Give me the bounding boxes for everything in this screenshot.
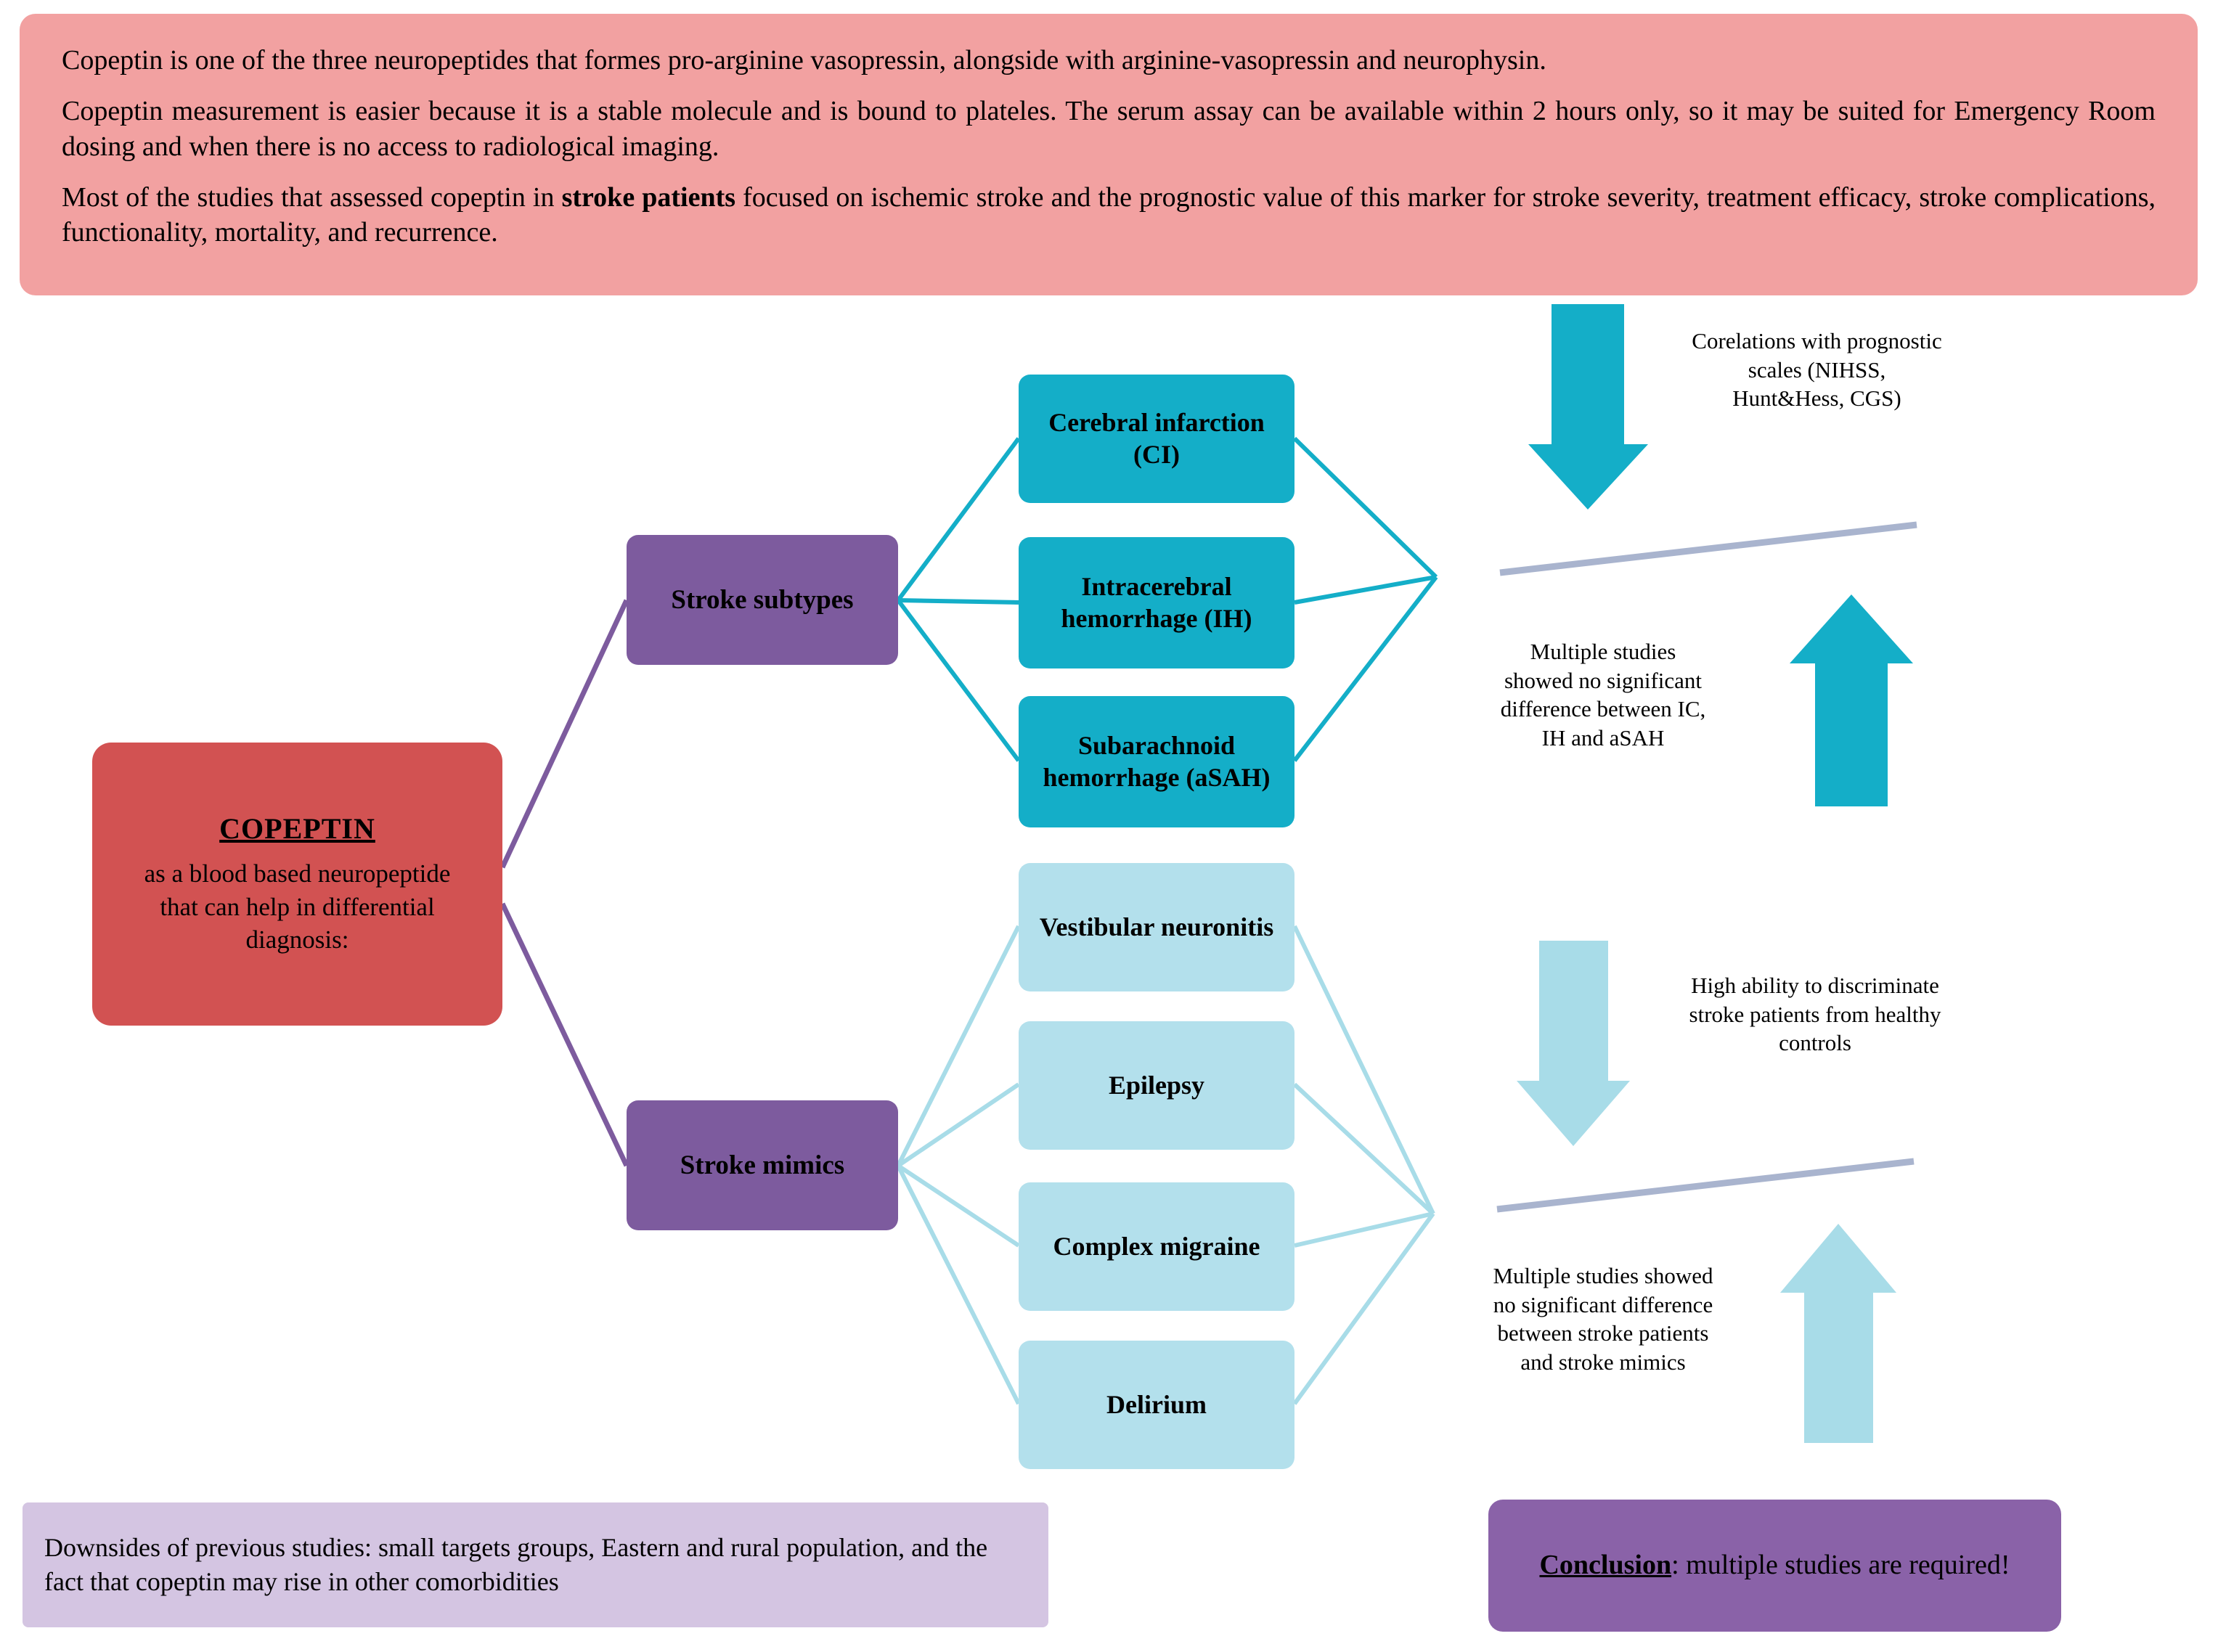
downsides-text: Downsides of previous studies: small targets groups, Eastern and rural population, and the fact that copeptin may rise in other comorbidities: [44, 1533, 988, 1596]
connector-ih-to-result: [1294, 577, 1436, 602]
intro-paragraph-3: [62, 180, 2156, 250]
node-intracerebral-hemorrhage-label: Intracerebral hemorrhage (IH): [1061, 571, 1252, 633]
connector-mimics-to-vestibular: [898, 926, 1019, 1166]
node-subarachnoid-hemorrhage-label: Subarachnoid hemorrhage (aSAH): [1043, 730, 1271, 792]
conclusion-text: [1539, 1547, 2010, 1583]
node-epilepsy: [1019, 1021, 1294, 1150]
conclusion-label: Conclusion: [1539, 1550, 1672, 1581]
intro-paragraph-3-before: Most of the studies that assessed copeptin in: [62, 181, 562, 213]
root-subtitle: as a blood based neuropeptide that can help in differential diagnosis:: [144, 859, 451, 954]
node-epilepsy-label: Epilepsy: [1108, 1070, 1205, 1100]
connector-epilepsy-to-result: [1294, 1084, 1433, 1214]
branch-stroke-mimics: [627, 1100, 898, 1230]
slant-line-subtypes: [1500, 525, 1917, 573]
node-cerebral-infarction: [1019, 375, 1294, 503]
branch-stroke-mimics-label: Stroke mimics: [680, 1150, 845, 1180]
node-cerebral-infarction-label: Cerebral infarction (CI): [1048, 407, 1265, 469]
downsides-panel: [23, 1502, 1048, 1627]
connector-mimics-to-delirium: [898, 1166, 1019, 1404]
mimics-discrimination-note: High ability to discriminate stroke patients from healthy controls: [1689, 973, 1941, 1056]
intro-paragraph-3-after: focused on ischemic stroke and the prognostic value of this marker for stroke severity, treatment efficacy, stroke complications, functionality, mortality, and recurrence.: [62, 181, 2156, 248]
conclusion-panel: [1488, 1500, 2061, 1632]
connector-root-to-mimics: [502, 904, 627, 1166]
connector-root-to-subtypes: [502, 600, 627, 867]
intro-paragraph-2: Copeptin measurement is easier because it is a stable molecule and is bound to plateles. The serum assay can be available within 2 hours only, so it may be suited for Emergency Room dosing and when there is no access to radiological imaging.: [62, 96, 2156, 162]
connector-ci-to-result: [1294, 438, 1436, 577]
node-vestibular-neuronitis-label: Vestibular neuronitis: [1039, 912, 1274, 941]
down-arrow-subtypes-icon: [1528, 304, 1648, 510]
down-arrow-mimics-icon: [1517, 941, 1630, 1146]
connector-vestibular-to-result: [1294, 926, 1433, 1214]
intro-paragraph-1: Copeptin is one of the three neuropeptides that formes pro-arginine vasopressin, alongside with arginine-vasopressin and neurophysin.: [62, 45, 1546, 75]
node-subarachnoid-hemorrhage: [1019, 696, 1294, 827]
copeptin-root-node: [92, 743, 502, 1026]
node-delirium-label: Delirium: [1106, 1389, 1207, 1419]
intro-panel: [20, 14, 2198, 295]
branch-stroke-subtypes: [627, 535, 898, 665]
slant-line-mimics: [1497, 1161, 1914, 1209]
node-vestibular-neuronitis: [1019, 863, 1294, 991]
connector-subtypes-to-ci: [898, 438, 1019, 600]
mimics-no-difference-note: Multiple studies showed no significant difference between stroke patients and stroke mimics: [1493, 1263, 1713, 1375]
node-delirium: [1019, 1341, 1294, 1469]
node-complex-migraine: [1019, 1182, 1294, 1311]
up-arrow-subtypes-icon: [1790, 594, 1913, 806]
subtypes-correlations-note: Corelations with prognostic scales (NIHSS, Hunt&Hess, CGS): [1692, 328, 1942, 412]
connector-subtypes-to-asah: [898, 600, 1019, 761]
node-complex-migraine-label: Complex migraine: [1053, 1231, 1260, 1261]
node-intracerebral-hemorrhage: [1019, 537, 1294, 668]
branch-stroke-subtypes-label: Stroke subtypes: [671, 585, 854, 615]
connector-asah-to-result: [1294, 577, 1436, 761]
conclusion-rest: : multiple studies are required!: [1671, 1550, 2010, 1581]
intro-paragraph-3-bold: stroke patients: [561, 181, 736, 213]
up-arrow-mimics-icon: [1780, 1224, 1896, 1443]
connector-subtypes-to-ih: [898, 600, 1019, 602]
root-title: COPEPTIN: [219, 812, 375, 846]
subtypes-no-difference-note: Multiple studies showed no significant difference between IC, IH and aSAH: [1500, 639, 1706, 751]
